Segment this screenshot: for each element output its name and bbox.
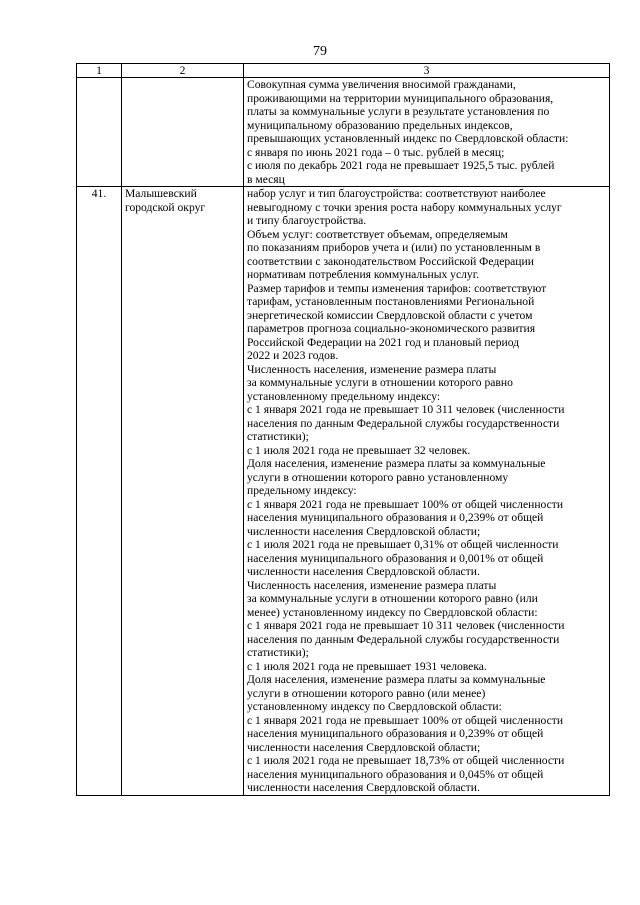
table-row [77,187,610,796]
row-number [77,78,122,187]
text-line: за коммунальные услуги в отношении которого равно [247,376,513,389]
text-line: населения муниципального образования и 0,045% от общей [247,767,544,781]
text-line: с 1 июля 2021 года не превышает 18,73% от общей численности [247,754,565,767]
text-line: численности населения Свердловской области; [247,740,481,754]
text-line: населения муниципального образования и 0,239% от общей [247,511,544,524]
text-line: установленному предельному индексу: [247,389,441,403]
text-line: с января по июнь 2021 года – 0 тыс. рублей в месяц; [247,145,505,159]
indicator-text [244,187,610,796]
municipality-name [122,78,244,187]
text-line: энергетической комиссии Свердловской области с учетом [247,308,533,322]
text-line: установленному индексу по Свердловской области: [247,700,502,713]
text-line: Российской Федерации на 2021 год и плановый период [247,335,520,349]
text-line: набор услуг и тип благоустройства: соответствуют наиболее [247,187,546,200]
text-line: Размер тарифов и темпы изменения тарифов: соответствуют [247,281,547,295]
page-number: 79 [313,44,327,59]
text-line: Доля населения, изменение размера платы за коммунальные [247,457,546,470]
table-header-row [77,64,610,78]
text-line: в месяц [247,172,285,186]
text-line: с 1 января 2021 года не превышает 100% от общей численности [247,497,564,511]
text-line: по показаниям приборов учета и (или) по установленным в [247,241,541,254]
text-line: проживающими на территории муниципального образования, [247,91,554,105]
text-line: населения муниципального образования и 0,239% от общей [247,727,544,740]
text-line: с 1 июля 2021 года не превышает 32 человек. [247,443,471,457]
text-line: тарифам, установленным постановлениями Региональной [247,295,535,308]
row-number: 41. [77,187,122,796]
text-line: с июля по декабрь 2021 года не превышает 1925,5 тыс. рублей [247,159,555,172]
text-line: нормативам потребления коммунальных услуг. [247,268,480,281]
text-line: с 1 июля 2021 года не превышает 0,31% от общей численности [247,538,559,551]
text-line: муниципальному образованию предельных индексов, [247,118,513,132]
table-row [77,78,610,187]
text-line: с 1 января 2021 года не превышает 100% от общей численности [247,713,564,727]
municipality-line: Малышевский [125,187,197,200]
text-line: предельному индексу: [247,484,357,497]
text-line: Объем услуг: соответствует объемам, определяемым [247,227,508,241]
text-line: 2022 и 2023 годов. [247,349,339,362]
text-line: статистики); [247,646,309,659]
header-col-2: 2 [122,64,244,78]
header-col-1: 1 [77,64,122,78]
text-line: превышающих установленный индекс по Свердловской области: [247,132,569,145]
text-line: статистики); [247,430,309,443]
text-line: услуги в отношении которого равно (или менее) [247,686,486,700]
text-line: Доля населения, изменение размера платы за коммунальные [247,673,546,686]
text-line: с 1 июля 2021 года не превышает 1931 человека. [247,659,487,673]
text-line: Совокупная сумма увеличения вносимой гражданами, [247,78,516,91]
text-line: Численность населения, изменение размера платы [247,578,497,592]
text-line: параметров прогноза социально-экономического развития [247,322,536,335]
text-line: численности населения Свердловской области. [247,781,480,794]
text-line: с 1 января 2021 года не превышает 10 311 человек (численности [247,403,565,416]
document-table [76,63,610,796]
indicator-text [244,78,610,187]
text-line: населения муниципального образования и 0,001% от общей [247,551,544,565]
text-line: численности населения Свердловской области; [247,524,481,538]
text-line: Численность населения, изменение размера платы [247,362,497,376]
text-line: платы за коммунальные услуги в результате установления по [247,105,550,118]
text-line: услуги в отношении которого равно установленному [247,470,509,484]
text-line: невыгодному с точки зрения роста набору коммунальных услуг [247,200,562,214]
text-line: за коммунальные услуги в отношении которого равно (или [247,592,538,605]
header-col-3: 3 [244,64,610,78]
text-line: населения по данным Федеральной службы государственности [247,416,560,430]
municipality-line: городской округ [125,200,206,214]
text-line: населения по данным Федеральной службы государственности [247,632,560,646]
text-line: и типу благоустройства. [247,214,367,227]
text-line: менее) установленному индексу по Свердловской области: [247,605,538,619]
text-line: с 1 января 2021 года не превышает 10 311 человек (численности [247,619,565,632]
municipality-name [122,187,244,796]
text-line: соответствии с законодательством Российской Федерации [247,254,534,268]
text-line: численности населения Свердловской области. [247,565,480,578]
